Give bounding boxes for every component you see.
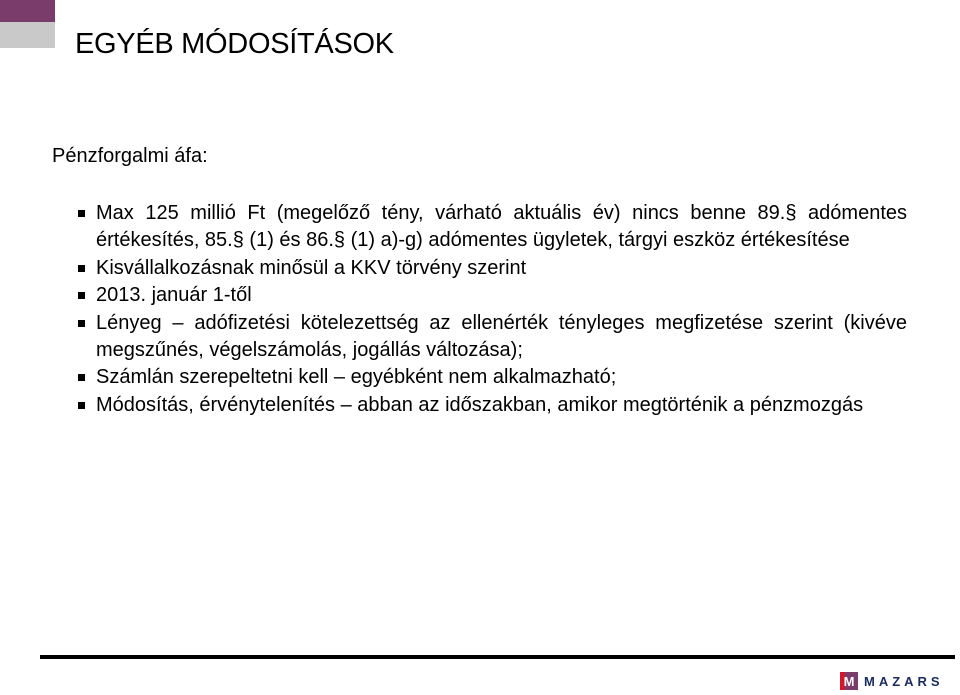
bullet-item: [75, 200, 907, 255]
logo-mark-icon: [840, 672, 858, 690]
slide-title: EGYÉB MÓDOSÍTÁSOK: [75, 28, 394, 60]
corner-accent-top: [0, 0, 55, 22]
mazars-logo: [840, 672, 944, 690]
square-bullet-icon: [78, 320, 85, 327]
bullet-text: 2013. január 1-től: [96, 284, 252, 307]
bullet-item: [75, 392, 907, 419]
logo-wordmark: MAZARS: [864, 673, 944, 689]
bullet-text: Lényeg – adófizetési kötelezettség az ellenérték tényleges megfizetése szerint (kivéve megszűnés, végelszámolás, jogállás változása);: [96, 311, 907, 362]
bullet-text: Kisvállalkozásnak minősül a KKV törvény szerint: [96, 256, 527, 279]
section-subheading: Pénzforgalmi áfa:: [52, 145, 208, 167]
footer-divider: [40, 655, 955, 659]
square-bullet-icon: [78, 402, 85, 409]
square-bullet-icon: [78, 265, 85, 272]
square-bullet-icon: [78, 292, 85, 299]
corner-accent-bottom: [0, 22, 55, 48]
bullet-item: [75, 310, 907, 365]
bullet-text: Max 125 millió Ft (megelőző tény, várható aktuális év) nincs benne 89.§ adómentes értékesítés, 85.§ (1) és 86.§ (1) a)-g) adómentes ügyletek, tárgyi eszköz értékesítése: [96, 202, 907, 252]
square-bullet-icon: [78, 210, 85, 217]
bullet-item: [75, 282, 907, 309]
bullet-item: [75, 364, 907, 391]
bullet-text: Módosítás, érvénytelenítés – abban az időszakban, amikor megtörténik a pénzmozgás: [96, 393, 864, 416]
bullet-text: Számlán szerepeltetni kell – egyébként nem alkalmazható;: [96, 366, 617, 389]
square-bullet-icon: [78, 374, 85, 381]
logo-mark-letter: M: [843, 673, 855, 689]
bullet-item: [75, 255, 907, 282]
bullet-list: [75, 200, 907, 419]
